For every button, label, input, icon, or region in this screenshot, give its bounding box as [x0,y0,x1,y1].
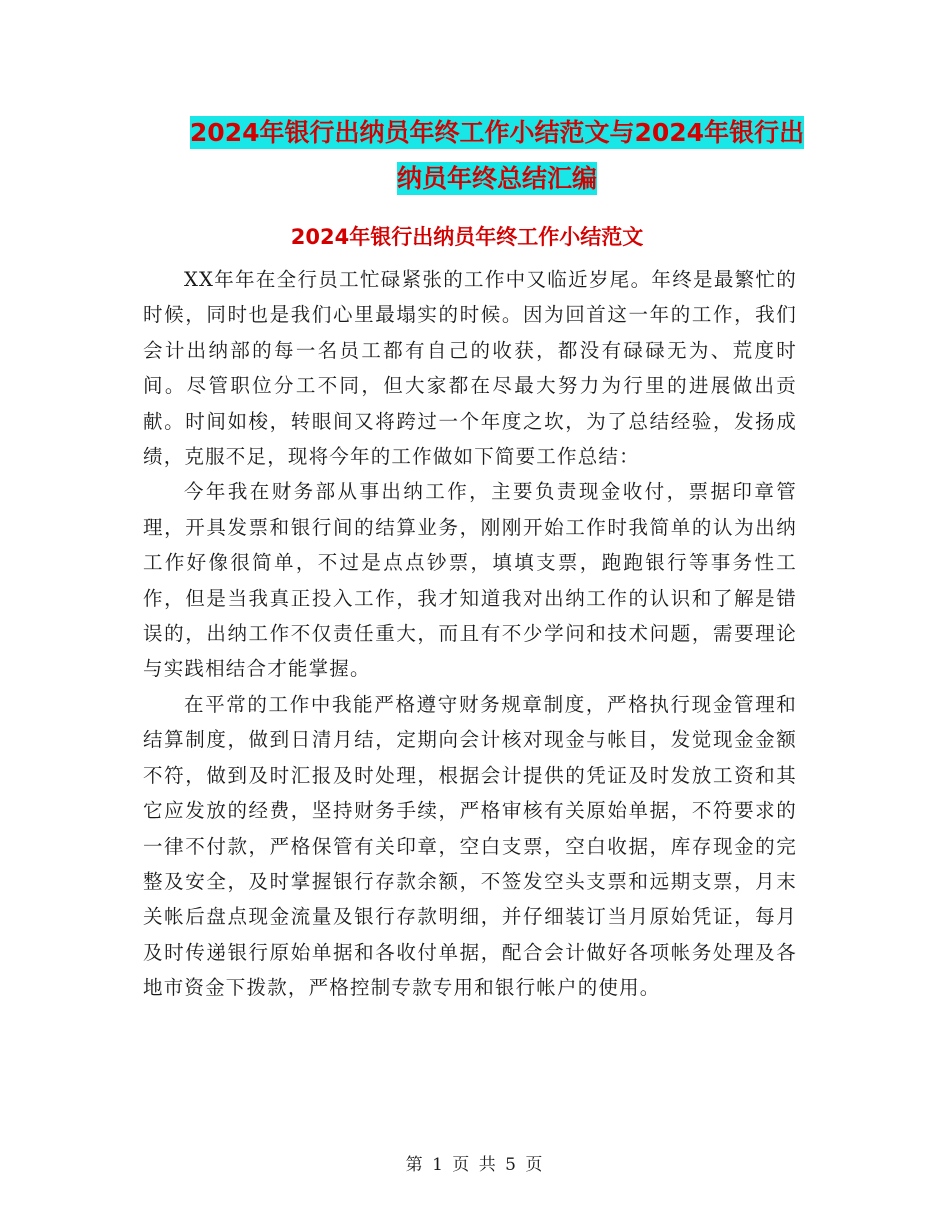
body-text [143,262,797,1006]
document-title-line-2: 纳员年终总结汇编 [396,164,597,193]
paragraph-2: 今年我在财务部从事出纳工作，主要负责现金收付，票据印章管理，开具发票和银行间的结算业务，刚刚开始工作时我简单的认为出纳工作好像很简单，不过是点点钞票，填填支票，跑跑银行等事务性工作，但是当我真正投入工作，我才知道我对出纳工作的认识和了解是错误的，出纳工作不仅责任重大，而且有不少学问和技术问题，需要理论与实践相结合才能掌握。 [143,480,797,681]
section-title: 2024年银行出纳员年终工作小结范文 [290,225,644,249]
document-title-line-1: 2024年银行出纳员年终工作小结范文与2024年银行出 [189,118,805,147]
document-title [140,110,854,202]
paragraph-1: XX年年在全行员工忙碌紧张的工作中又临近岁尾。年终是最繁忙的时候，同时也是我们心里最塌实的时候。因为回首这一年的工作，我们会计出纳部的每一名员工都有自己的收获，都没有碌碌无为、荒度时间。尽管职位分工不同，但大家都在尽最大努力为行里的进展做出贡献。时间如梭，转眼间又将跨过一个年度之坎，为了总结经验，发扬成绩，克服不足，现将今年的工作做如下简要工作总结： [143,268,797,469]
page-footer: 第 1 页 共 5 页 [405,1155,545,1175]
paragraph-3: 在平常的工作中我能严格遵守财务规章制度，严格执行现金管理和结算制度，做到日清月结，定期向会计核对现金与帐目，发觉现金金额不符，做到及时汇报及时处理，根据会计提供的凭证及时发放工资和其它应发放的经费，坚持财务手续，严格审核有关原始单据，不符要求的一律不付款，严格保管有关印章，空白支票，空白收据，库存现金的完整及安全，及时掌握银行存款余额，不签发空头支票和远期支票，月末关帐后盘点现金流量及银行存款明细，并仔细装订当月原始凭证，每月及时传递银行原始单据和各收付单据，配合会计做好各项帐务处理及各地市资金下拨款，严格控制专款专用和银行帐户的使用。 [143,692,797,1000]
